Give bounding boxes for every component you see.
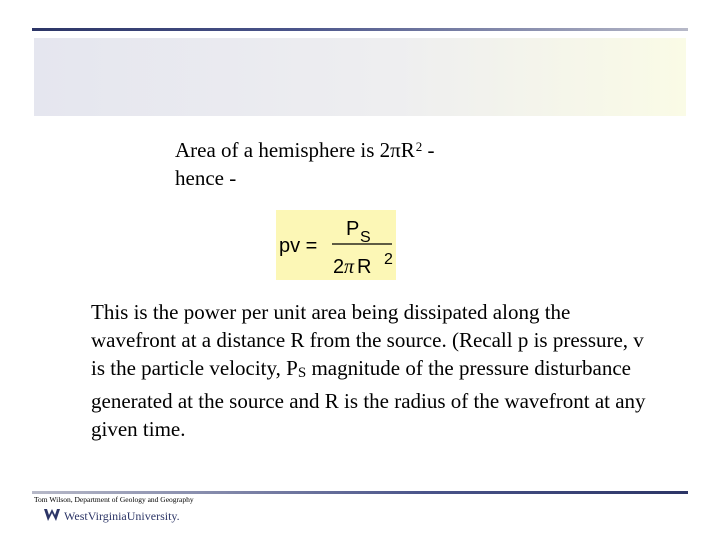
footer-credit: Tom Wilson, Department of Geology and Geography xyxy=(34,495,194,504)
intro-line2: hence - xyxy=(175,166,237,190)
intro-text xyxy=(175,133,535,192)
wvu-logo-text: WestVirginiaUniversity. xyxy=(64,509,180,523)
bottom-rule xyxy=(32,491,688,494)
explanation-subscript: S xyxy=(297,365,307,381)
wvu-logo xyxy=(42,506,202,524)
formula-denominator-exp: 2 xyxy=(384,251,393,268)
formula-numerator-p: P xyxy=(346,218,360,240)
explanation-text xyxy=(91,298,651,443)
formula-numerator-sub: S xyxy=(360,229,371,246)
wv-mark-icon xyxy=(44,509,60,521)
formula-box xyxy=(276,210,396,280)
intro-line1-prefix: Area of a hemisphere is 2 xyxy=(175,138,391,162)
formula-denominator-pi: π xyxy=(344,256,355,278)
top-rule xyxy=(32,28,688,31)
formula-equation xyxy=(276,210,396,280)
explanation-part1: This is the power per unit area being dissipated along the wavefront at a distance R from the source. (Recall p is pressure, v is the particle velocity, P xyxy=(91,300,644,380)
formula-denominator-r: R xyxy=(357,256,372,278)
formula-lhs: pv = xyxy=(279,235,318,257)
intro-r: R xyxy=(400,138,415,162)
formula-denominator-two: 2 xyxy=(333,256,345,278)
explanation-part2: magnitude of the pressure disturbance generated at the source and R is the radius of the wavefront at any given time. xyxy=(91,356,646,441)
title-band xyxy=(34,38,686,116)
intro-pi: π xyxy=(390,138,401,162)
intro-exponent: 2 xyxy=(415,139,423,154)
intro-line1-suffix: - xyxy=(422,138,435,162)
